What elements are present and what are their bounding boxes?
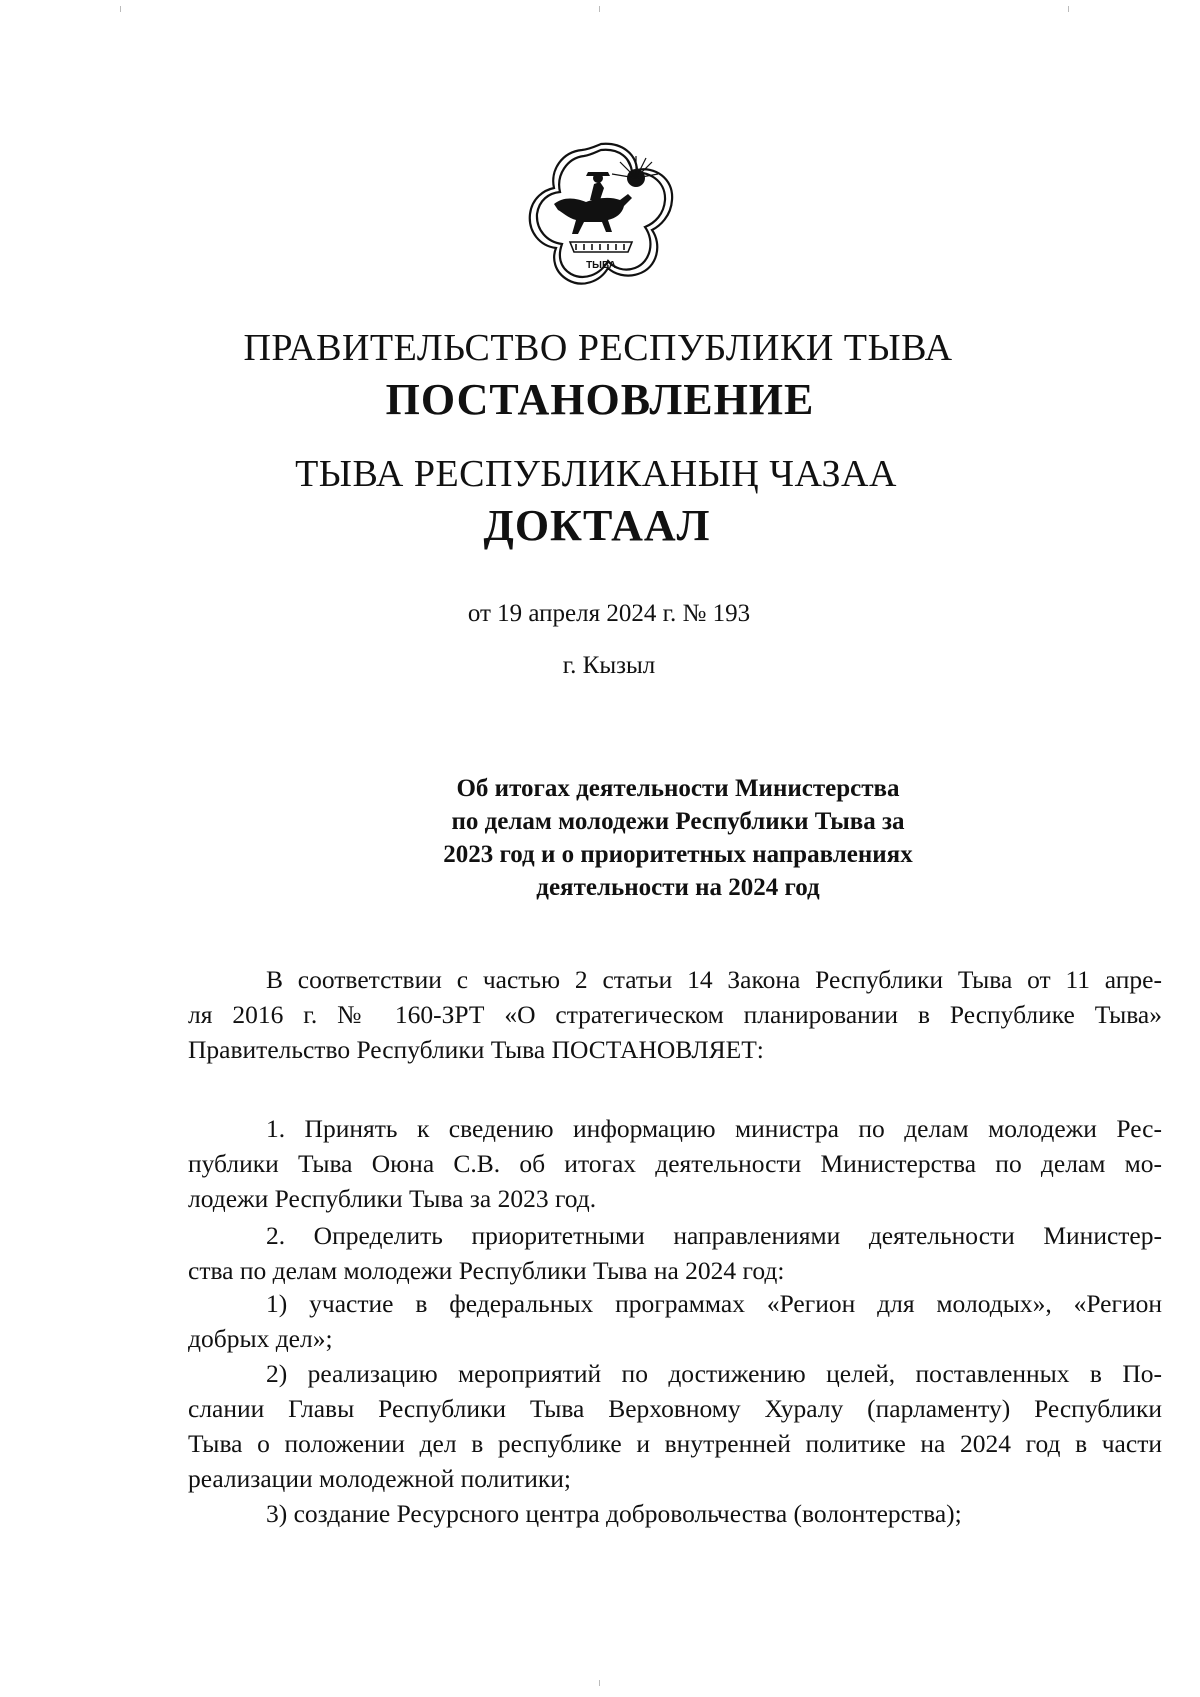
scan-mark [120, 6, 121, 12]
org-name-tyv: ТЫВА РЕСПУБЛИКАНЫҢ ЧАЗАА [295, 453, 897, 495]
subject-line: 2023 год и о приоритетных направлениях [443, 841, 913, 868]
paragraph-line: лодежи Республики Тыва за 2023 год. [188, 1184, 597, 1213]
paragraph-line: слании Главы Республики Тыва Верховному Хуралу (парламенту) Республики [188, 1394, 1162, 1423]
document-date-number: от 19 апреля 2024 г. № 193 [467, 600, 751, 627]
paragraph-line: публики Тыва Оюна С.В. об итогах деятельности Министерства по делам мо- [188, 1149, 1162, 1178]
item-1-paragraph [188, 1111, 1162, 1216]
subject-line: деятельности на 2024 год [536, 874, 820, 901]
paragraph-line: 1. Принять к сведению информацию министра по делам молодежи Рес- [266, 1114, 1162, 1143]
paragraph-line: Правительство Республики Тыва ПОСТАНОВЛЯЕТ: [188, 1035, 764, 1064]
svg-text:ТЫВА: ТЫВА [586, 260, 616, 271]
paragraph-line: Тыва о положении дел в республике и внутренней политике на 2024 год в части [188, 1429, 1162, 1458]
subitem-1-paragraph [188, 1286, 1162, 1356]
document-subject [398, 772, 958, 904]
paragraph-line: добрых дел»; [188, 1324, 333, 1353]
item-2-paragraph [188, 1218, 1162, 1288]
paragraph-line: реализации молодежной политики; [188, 1464, 571, 1493]
coat-of-arms-icon [524, 140, 679, 290]
document-city: г. Кызыл [562, 652, 656, 679]
paragraph-line: 2) реализацию мероприятий по достижению целей, поставленных в По- [266, 1359, 1162, 1388]
subitem-2-paragraph [188, 1356, 1162, 1496]
paragraph-line: ства по делам молодежи Республики Тыва на 2024 год: [188, 1256, 785, 1285]
org-name-ru: ПРАВИТЕЛЬСТВО РЕСПУБЛИКИ ТЫВА [243, 327, 953, 369]
paragraph-line: ля 2016 г. № 160-ЗРТ «О стратегическом планировании в Республике Тыва» [188, 1000, 1162, 1029]
doc-type-ru: ПОСТАНОВЛЕНИЕ [385, 375, 815, 424]
paragraph-line: 2. Определить приоритетными направлениями деятельности Министер- [266, 1221, 1162, 1250]
paragraph-line: 3) создание Ресурсного центра добровольчества (волонтерства); [266, 1499, 962, 1528]
preamble-paragraph [188, 962, 1162, 1067]
scan-mark [1068, 6, 1069, 12]
paragraph-line: В соответствии с частью 2 статьи 14 Закона Республики Тыва от 11 апре- [266, 965, 1162, 994]
subitem-3-paragraph [188, 1496, 1162, 1531]
scan-mark [599, 1680, 600, 1686]
paragraph-line: 1) участие в федеральных программах «Регион для молодых», «Регион [266, 1289, 1162, 1318]
doc-type-tyv: ДОКТААЛ [483, 501, 711, 550]
subject-line: Об итогах деятельности Министерства [456, 775, 900, 802]
scan-mark [599, 6, 600, 12]
subject-line: по делам молодежи Республики Тыва за [451, 808, 905, 835]
